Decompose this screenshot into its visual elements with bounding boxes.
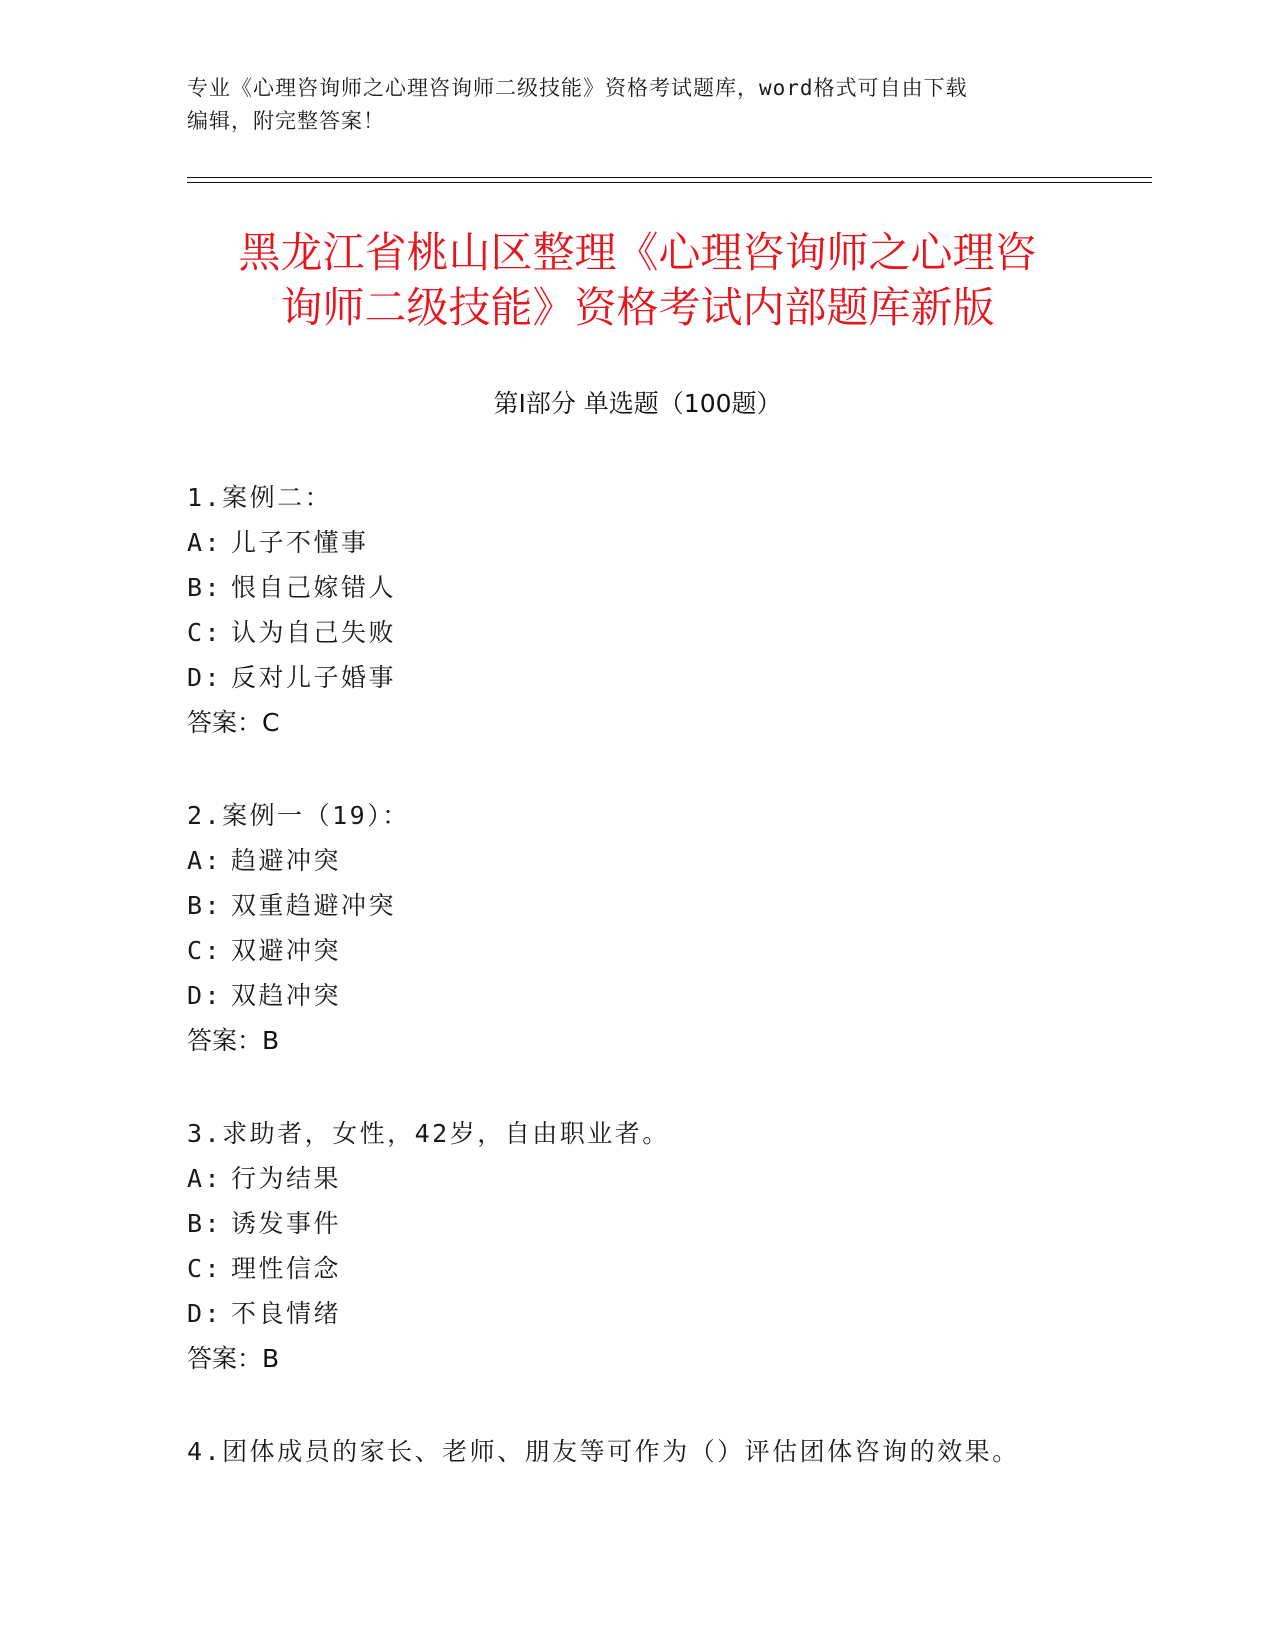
answer-line: 答案：B <box>187 1344 280 1373</box>
option-text: 理性信念 <box>231 1254 342 1283</box>
option-c <box>187 1246 1147 1291</box>
option-text: 不良情绪 <box>231 1299 342 1328</box>
option-key: A: <box>187 528 223 557</box>
option-text: 双避冲突 <box>231 936 342 965</box>
option-b <box>187 1201 1147 1246</box>
option-key: C: <box>187 618 223 647</box>
header-divider-bottom <box>187 182 1152 183</box>
answer-line: 答案：C <box>187 708 280 737</box>
option-text: 双重趋避冲突 <box>231 891 397 920</box>
question-4 <box>187 1429 1147 1474</box>
option-d <box>187 1291 1147 1336</box>
option-text: 反对儿子婚事 <box>231 663 397 692</box>
question-1 <box>187 475 1147 745</box>
question-list <box>187 475 1147 1522</box>
option-key: A: <box>187 846 223 875</box>
question-stem: 3.求助者，女性，42岁，自由职业者。 <box>187 1119 670 1148</box>
option-a <box>187 1156 1147 1201</box>
document-title-line-1: 黑龙江省桃山区整理《心理咨询师之心理咨 <box>238 228 1037 277</box>
option-text: 趋避冲突 <box>231 846 342 875</box>
question-2 <box>187 793 1147 1063</box>
option-b <box>187 883 1147 928</box>
option-a <box>187 520 1147 565</box>
header-note-line-1: 专业《心理咨询师之心理咨询师二级技能》资格考试题库，word格式可自由下载 <box>187 76 968 100</box>
question-3 <box>187 1111 1147 1381</box>
option-c <box>187 610 1147 655</box>
question-stem: 2.案例一（19）： <box>187 801 410 830</box>
header-note <box>187 72 1087 138</box>
question-stem: 4.团体成员的家长、老师、朋友等可作为（）评估团体咨询的效果。 <box>187 1437 1020 1466</box>
option-text: 恨自己嫁错人 <box>231 573 397 602</box>
option-key: B: <box>187 891 223 920</box>
option-key: C: <box>187 936 223 965</box>
document-title <box>150 225 1125 335</box>
option-a <box>187 838 1147 883</box>
option-key: C: <box>187 1254 223 1283</box>
option-key: A: <box>187 1164 223 1193</box>
option-b <box>187 565 1147 610</box>
option-c <box>187 928 1147 973</box>
document-title-line-2: 询师二级技能》资格考试内部题库新版 <box>280 283 995 332</box>
option-text: 诱发事件 <box>231 1209 342 1238</box>
header-note-line-2: 编辑，附完整答案！ <box>187 109 385 133</box>
option-text: 认为自己失败 <box>231 618 397 647</box>
option-key: D: <box>187 1299 223 1328</box>
option-d <box>187 973 1147 1018</box>
option-key: B: <box>187 1209 223 1238</box>
option-key: D: <box>187 663 223 692</box>
option-text: 行为结果 <box>231 1164 342 1193</box>
option-key: D: <box>187 981 223 1010</box>
option-text: 双趋冲突 <box>231 981 342 1010</box>
question-stem: 1.案例二： <box>187 483 333 512</box>
answer-line: 答案：B <box>187 1026 280 1055</box>
option-key: B: <box>187 573 223 602</box>
header-divider-top <box>187 177 1152 178</box>
option-text: 儿子不懂事 <box>231 528 369 557</box>
section-heading: 第Ⅰ部分 单选题（100题） <box>493 389 782 418</box>
option-d <box>187 655 1147 700</box>
